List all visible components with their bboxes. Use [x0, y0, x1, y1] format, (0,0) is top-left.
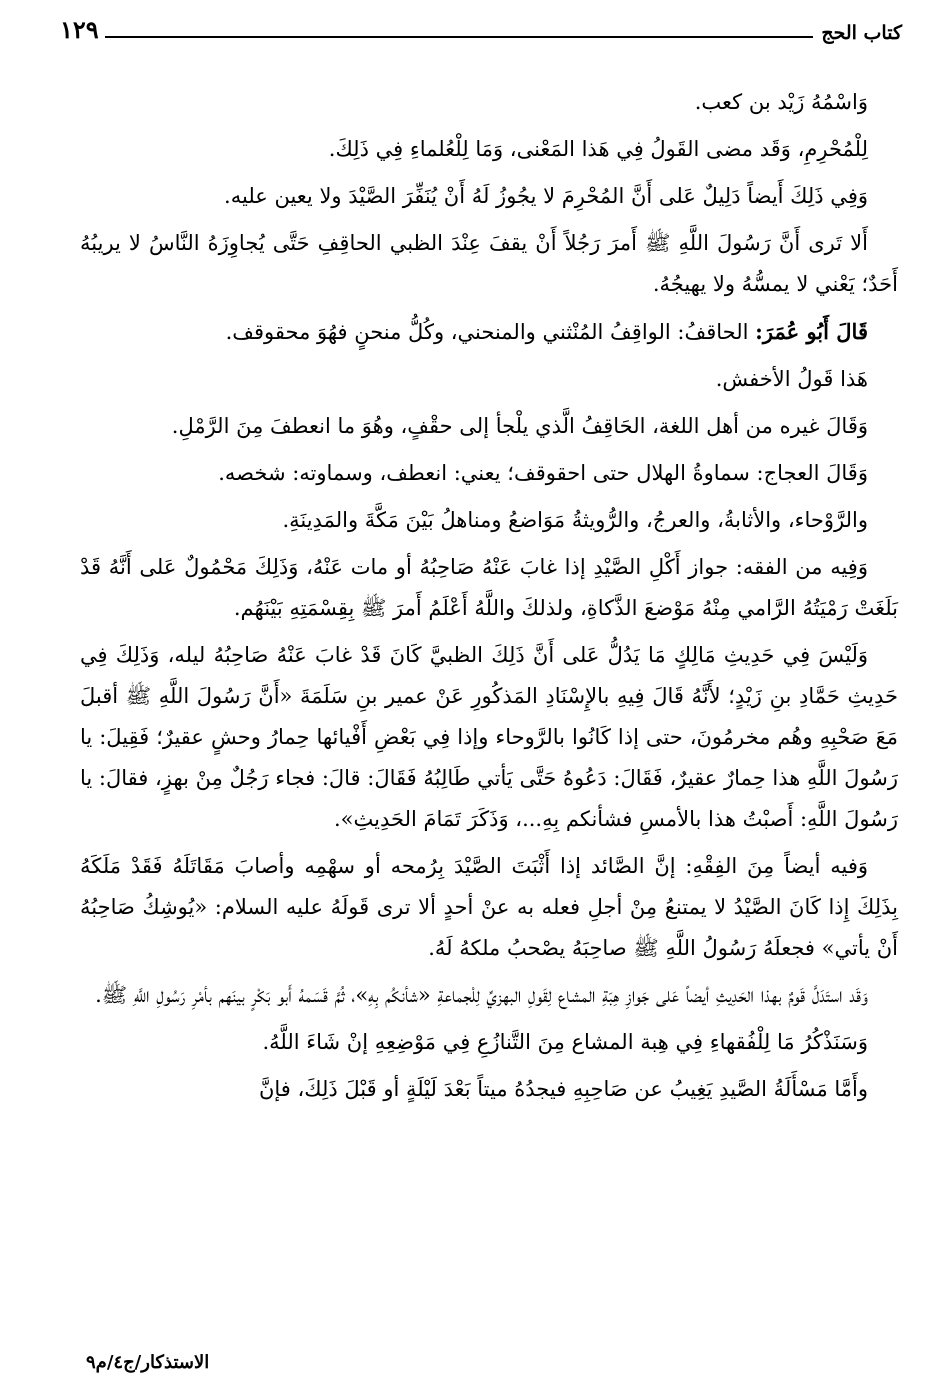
paragraph: وَسَنَذْكُرُ مَا لِلْفُقهاءِ فِي هِبة المشاع مِنَ التَّنازُعِ فِي مَوْضِعِهِ إنْ شَاءَ اللَّهُ. — [262, 1030, 868, 1054]
page-number: ١٢٩ — [60, 15, 99, 44]
paragraph: وَقَالَ غيره من أهل اللغة، الحَاقِفُ الَّذي يلْجأ إلى حقْفٍ، وهُوَ ما انعطفَ مِنَ الرَّمْلِ. — [171, 414, 868, 438]
paragraph: وَفيه أيضاً مِنَ الفِقْهِ: إنَّ الصَّائد إذا أَثْبَتَ الصَّيْدَ بِرُمحه أو سهْمِه وأصابَ مَقَاتَلَهُ فَقَدْ مَلَكَهُ بِذَلِكَ إِذا كَانَ الصَّيْدُ لا يمتنعُ مِنْ أجلِ فعله به عنْ أحدٍ ألا ترى قَولَهُ عليه السلام: «يُوشِكُ صَاحِبُهُ أَنْ يأتي» فجعلَهُ رَسُولُ اللَّهِ ﷺ صاحِبَهُ يصْحبُ ملكهُ لَهُ. — [80, 854, 898, 960]
paragraph: وَقَد استَدَلَّ قَومٌ بهذا الحَدِيثِ أيضاً عَلى جَوازِ هِبَةِ المشاع لِقَولِ البهزيِّ لِلْجماعةِ «شأنكُم بِهِ»، ثُمَّ قَسَمهُ أَبو بَكْرٍ بينَهم بأمْرِ رَسُولِ اللَّهِ ﷺ. — [95, 983, 868, 1007]
paragraph: وَفِيه من الفقه: جواز أَكْلِ الصَّيْدِ إذا غابَ عَنْهُ صَاحِبُهُ أو مات عَنْهُ، وَذَلِكَ مَحْمُولٌ عَلى أَنَّهُ قَدْ بَلَغَتْ رَمْيَتُهُ الرَّامي مِنْهُ مَوْضعَ الذَّكاةِ، ولذلكَ واللَّهُ أَعْلَمُ أَمرَ ﷺ بِقِسْمَتِهِ بَيْنَهُم. — [80, 555, 898, 620]
paragraph: لِلْمُحْرِمِ، وَقَد مضى القَولُ فِي هَذا المَعْنى، وَمَا لِلْعُلماءِ فِي ذَلِكَ. — [328, 137, 868, 161]
abu-umar-text: الحاقفُ: الواقِفُ المُنْثني والمنحني، وكُلُّ منحنٍ فهُوَ محقوقف. — [225, 320, 749, 344]
paragraph: وَلَيْسَ فِي حَدِيثِ مَالِكٍ مَا يَدُلُّ عَلى أَنَّ ذَلِكَ الظبيَّ كَانَ قَدْ غابَ عَنْهُ صَاحِبُهُ ليله، وَذَلِكَ فِي حَدِيثِ حَمَّادِ بنِ زَيْدٍ؛ لأَنَّهُ قَالَ فِيهِ بالإِسْنَادِ المَذكُورِ عَنْ عمير بنِ سَلَمَةَ «أَنَّ رَسُولَ اللَّهِ ﷺ أقبلَ مَعَ صَحْبِهِ وهُم مخرمُونَ، حتى إذا كَانُوا بالرَّوحاء وإذا فِي بَعْضِ أَفْيائها حِمارُ وحشٍ عقيرٌ؛ فَقِيلَ: يا رَسُولَ اللَّهِ هذا حِمارٌ عقيرٌ، فَقَالَ: دَعُوهُ حَتَّى يَأتي طَالِبُهُ فَقَالَ: قالَ: فجاء رَجُلٌ مِنْ بهزٍ، فقالَ: يا رَسُولَ اللَّهِ: أَصبْتُ هذا بالأمسِ فشأنكم بِهِ...، وَذَكَرَ تَمَامَ الحَدِيثِ». — [80, 643, 898, 831]
chapter-title: كتاب الحج — [821, 22, 902, 44]
paragraph: أَلا تَرى أَنَّ رَسُولَ اللَّهِ ﷺ أَمرَ رَجُلاً أَنْ يقفَ عِنْدَ الظبي الحاقِفِ حَتَّى يُجاوِزَهُ النَّاسُ لا يريبُهُ أَحَدٌ؛ يَعْني لا يمسُّهُ ولا يهيجُهُ. — [80, 231, 898, 296]
paragraph: هَذا قَولُ الأخفش. — [715, 367, 868, 391]
abu-umar-lead: قَالَ أَبُو عُمَرَ: — [755, 319, 868, 344]
paragraph: وَاسْمُهُ زَيْد بن كعب. — [694, 90, 868, 114]
footer-signature: الاستذكار/ج٤/م٩ — [86, 1352, 210, 1373]
paragraph: والرَّوْحاء، والأثابةُ، والعرجُ، والرُّويثةُ مَوَاضعُ ومناهلُ بَيْنَ مَكَّةَ والمَدِينَةِ. — [282, 508, 868, 532]
paragraph: وأَمَّا مَسْأَلَةُ الصَّيدِ يَغِيبُ عن صَاحِبِهِ فيجدُهُ ميتاً بَعْدَ لَيْلَةٍ أو قَبْلَ ذَلِكَ، فإنَّ — [258, 1077, 868, 1101]
paragraph-abu-umar — [80, 311, 898, 353]
page-header — [60, 10, 902, 44]
page-body — [80, 82, 898, 1116]
paragraph: وَفِي ذَلِكَ أَيضاً دَلِيلٌ عَلى أَنَّ المُحْرِمَ لا يجُوزُ لَهُ أَنْ يُنَفِّرَ الصَّيْدَ ولا يعين عليه. — [224, 184, 868, 208]
paragraph: وَقَالَ العجاج: سماوةُ الهلال حتى احقوقف؛ يعني: انعطف، وسماوته: شخصه. — [218, 461, 868, 485]
header-rule — [105, 36, 814, 38]
